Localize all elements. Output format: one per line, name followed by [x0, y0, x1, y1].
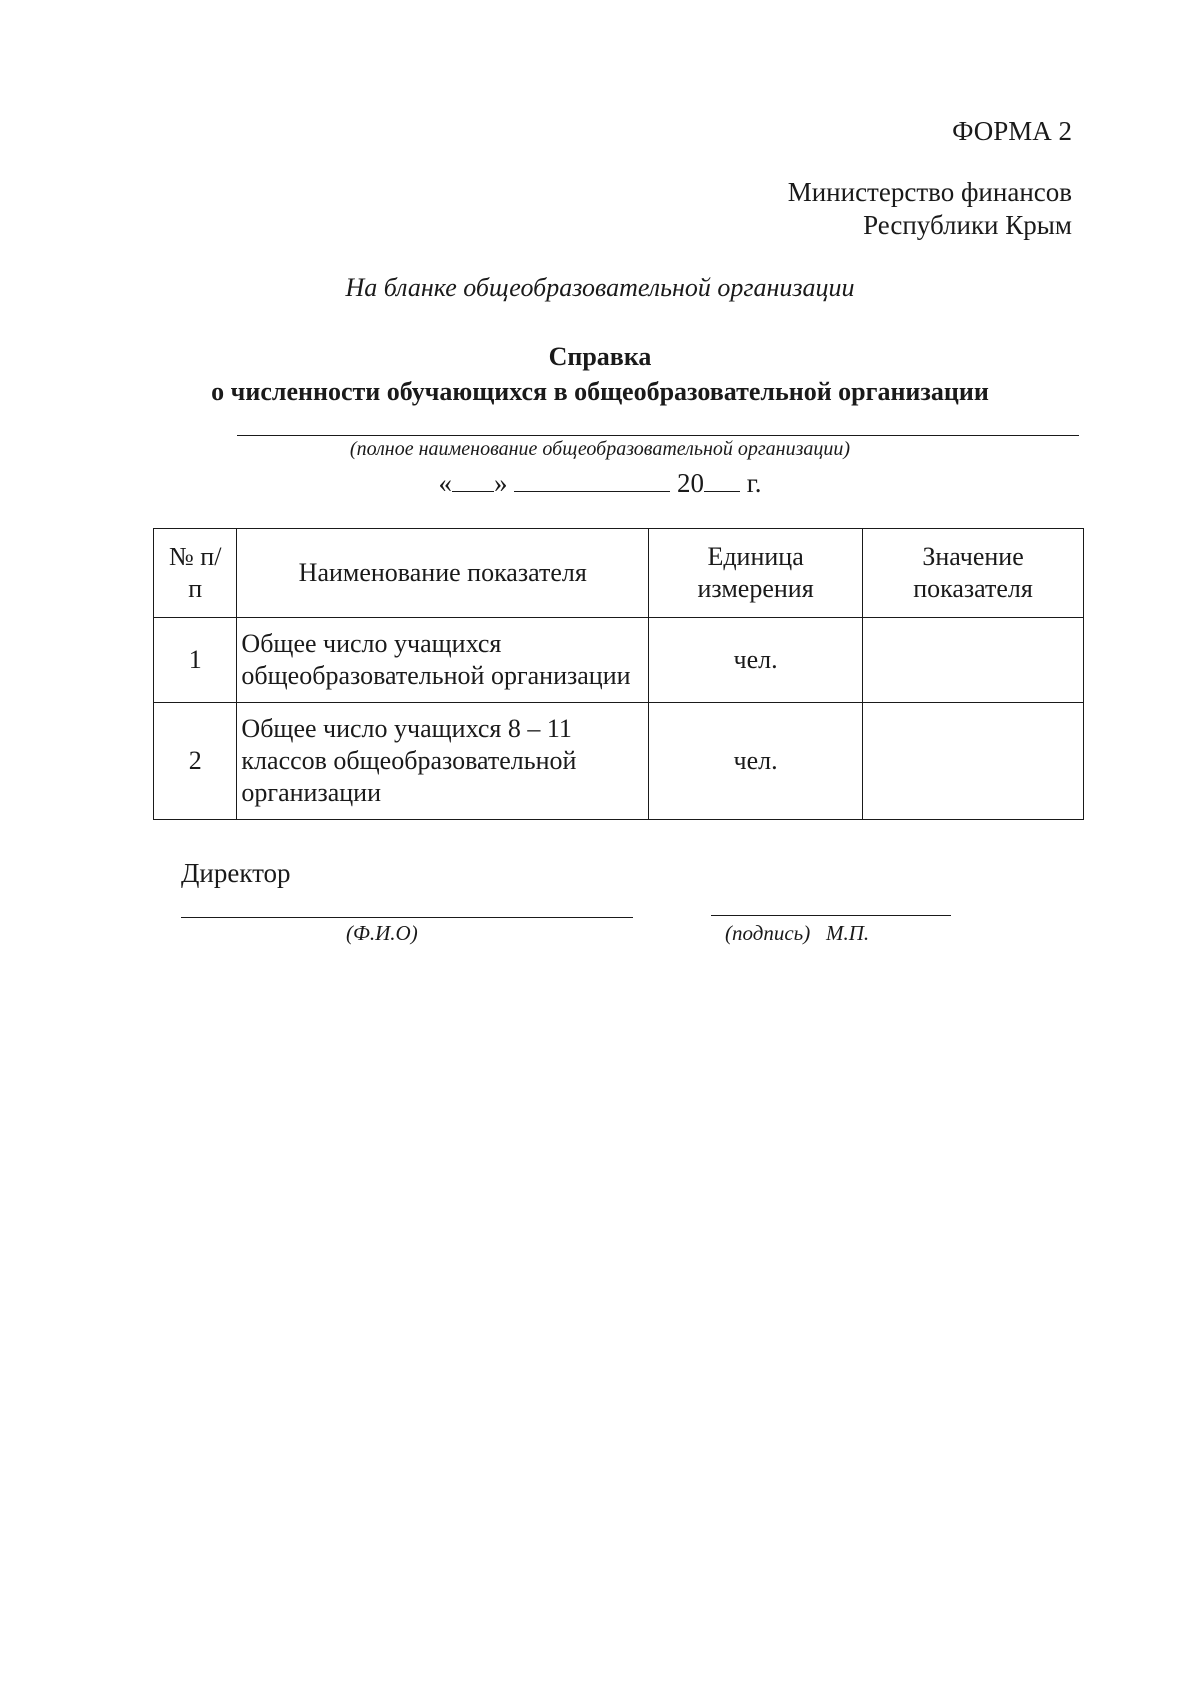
- table-row: [154, 703, 1084, 820]
- row-unit: чел.: [649, 703, 863, 820]
- row-name: Общее число учащихся 8 – 11 классов общеобразовательной организации: [237, 703, 649, 820]
- row-name: Общее число учащихся общеобразовательной организации: [237, 618, 649, 703]
- date-close-quote: »: [493, 468, 508, 498]
- row-num: 2: [154, 703, 237, 820]
- month-blank: [514, 465, 670, 492]
- row-value[interactable]: [863, 618, 1084, 703]
- fio-caption: (Ф.И.О): [346, 921, 418, 945]
- header-value: Значение показателя: [863, 529, 1084, 618]
- date-century: 20: [676, 468, 704, 498]
- ministry-line-2: Республики Крым: [863, 210, 1072, 240]
- header-unit: Единица измерения: [649, 529, 863, 618]
- document-title: Справка: [548, 342, 652, 371]
- table-row: [154, 618, 1084, 703]
- row-num: 1: [154, 618, 237, 703]
- signature-caption: (подпись) М.П.: [725, 921, 870, 945]
- row-unit: чел.: [649, 618, 863, 703]
- ministry-block: [788, 176, 1072, 242]
- indicators-table: [153, 528, 1084, 820]
- ministry-line-1: Министерство финансов: [787, 177, 1072, 207]
- org-name-line: [237, 435, 1079, 436]
- year-blank: [704, 465, 740, 492]
- blank-note: На бланке общеобразовательной организации: [345, 273, 855, 302]
- header-num: [154, 529, 237, 618]
- signature-line: [711, 915, 951, 916]
- director-label: Директор: [181, 858, 291, 888]
- header-num-text: № п/п: [168, 542, 222, 603]
- date-open-quote: «: [438, 468, 452, 498]
- fio-line: [181, 917, 633, 918]
- form-label: ФОРМА 2: [952, 116, 1072, 146]
- document-subtitle: о численности обучающихся в общеобразовательной организации: [211, 377, 989, 406]
- date-year-suffix: г.: [746, 468, 762, 498]
- date-line: [0, 465, 1200, 499]
- row-value[interactable]: [863, 703, 1084, 820]
- org-name-caption: (полное наименование общеобразовательной организации): [349, 438, 851, 460]
- header-name: Наименование показателя: [237, 529, 649, 618]
- day-blank: [452, 465, 494, 492]
- table-header-row: [154, 529, 1084, 618]
